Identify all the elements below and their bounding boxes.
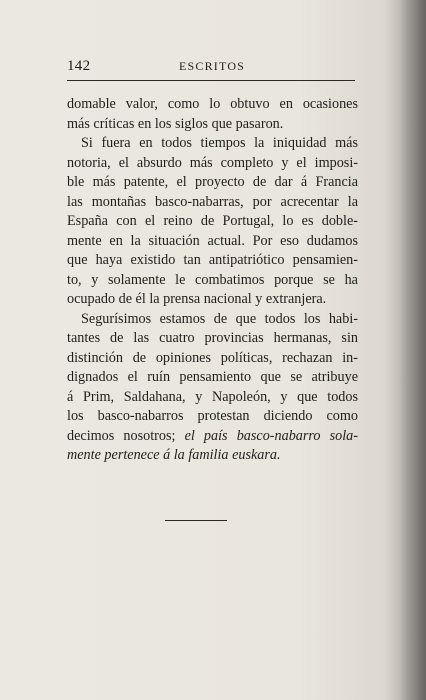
text-line: los basco-nabarros protestan diciendo como (67, 408, 358, 424)
end-rule (165, 520, 227, 521)
page-header (67, 58, 357, 76)
text-line: dignados el ruín pensamiento que se atribuye (67, 369, 358, 385)
text-line: España con el reino de Portugal, lo es doble- (67, 213, 358, 229)
text-line: to, y solamente le combatimos porque se ha (67, 271, 358, 288)
text-segment: decimos nosotros; (67, 427, 176, 444)
text-line: mente en la situación actual. Por eso dudamos (67, 232, 358, 249)
text-line: ble más patente, el proyecto de dar á Francia (67, 174, 358, 190)
text-line: más críticas en los siglos que pasaron. (67, 115, 284, 132)
italic-text-line: mente pertenece á la familia euskara. (67, 447, 281, 463)
page-number: 142 (67, 58, 91, 74)
text-line: que haya existido tan antipatriótico pensamien- (67, 252, 358, 268)
text-line: Si fuera en todos tiempos la iniquidad más (81, 135, 358, 151)
text-line: Segurísimos estamos de que todos los habi- (81, 310, 358, 327)
text-line: las montañas basco-nabarras, por acrecentar la (67, 193, 358, 210)
text-line (67, 427, 358, 447)
running-head: ESCRITOS (179, 59, 246, 73)
text-line: á Prim, Saldahana, y Napoleón, y que todos (67, 388, 358, 405)
text-line: tantes de las cuatro provincias hermanas, sin (67, 330, 358, 346)
text-line: notoria, el absurdo más completo y el imposi- (67, 154, 358, 171)
body-text (67, 95, 358, 466)
spine-shadow (398, 0, 426, 700)
text-line: distinción de opiniones políticas, rechazan in- (67, 349, 358, 366)
text-line: ocupado de él la prensa nacional y extranjera. (67, 291, 327, 307)
text-line: domable valor, como lo obtuvo en ocasiones (67, 96, 358, 112)
header-rule (67, 80, 355, 81)
italic-text-segment: el país basco-nabarro sola- (184, 427, 359, 444)
